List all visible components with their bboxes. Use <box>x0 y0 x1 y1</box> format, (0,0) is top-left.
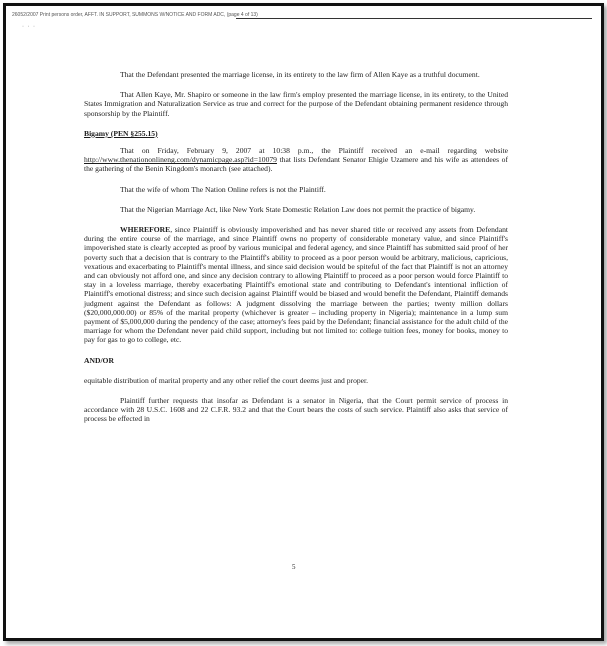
email-text-before: That on Friday, February 9, 2007 at 10:38 p.m., the Plaintiff received an e-mail regarding website <box>120 146 508 156</box>
document-body <box>84 70 508 424</box>
page-number: 5 <box>292 563 296 571</box>
paragraph-license-presented: That the Defendant presented the marriage license, in its entirety to the law firm of Allen Kaye as a truthful document. <box>120 70 480 79</box>
bigamy-heading: Bigamy (PEN §255.15) <box>84 128 158 138</box>
header-rule <box>236 18 592 19</box>
paragraph-wife: That the wife of whom The Nation Online refers is not the Plaintiff. <box>120 184 326 194</box>
paragraph-equitable: equitable distribution of marital property and any other relief the court deems just and proper. <box>84 375 369 385</box>
paragraph-allen-kaye: That Allen Kaye, Mr. Shapiro or someone in the law firm's employ presented the marriage license, in its entirety, to the United States Immigration and Naturalization Service as true and correct for the purpose of the Defendant obtaining permanent residence through sponsorship by the Plaintiff. <box>84 90 508 118</box>
wherefore-lead: WHEREFORE <box>120 225 171 235</box>
paragraph-service: Plaintiff further requests that insofar as Defendant is a senator in Nigeria, that the Court permit service of process in accordance with 28 U.S.C. 1608 and 22 C.F.R. 93.2 and that the Court bears the costs of such service. Plaintiff also asks that service of process be effected in <box>84 396 508 424</box>
paragraph-marriage-act: That the Nigerian Marriage Act, like New York State Domestic Relation Law does not permit the practice of bigamy. <box>120 204 476 214</box>
website-link[interactable]: http://www.thenationonlineng.com/dynamicpage.asp?id=10079 <box>84 155 277 165</box>
paragraph-email <box>84 146 508 174</box>
andor-heading: AND/OR <box>84 355 114 365</box>
email-text-after: that lists Defendant Senator Ehigie Uzamere and his wife as attendees of the gathering of the Benin Kingdom's monarch (see attached). <box>84 155 508 174</box>
document-page <box>3 3 604 641</box>
fax-header: 26052/2007 Print persons order, AFFT. IN SUPPORT, SUMMONS W/NOTICE AND FORM ADC, (page 4 of 13) <box>12 12 258 18</box>
scan-mark: · · · <box>22 24 36 30</box>
paragraph-wherefore <box>84 225 508 345</box>
wherefore-body: , since Plaintiff is obviously impoverished and has never shared title or received any assets from Defendant during the entire course of the marriage, and since Plaintiff owns no property of considerable monetary value, and since Plaintiff's impoverished state is clearly accepted as proof by various municipal and federal agency, and since Plaintiff has submitted said proof of her poverty such that a decision that is contrary to the Plaintiff's ability to proceed as a poor person would be arbitrary, malicious, capricious, vexatious and exacerbating to Plaintiff's mental illness, and since said decision would be spiteful of the fact that Plaintiff is not an attorney and can obviously not afford one, and since any decision contrary to allowing Plaintiff to proceed as a poor person would force Plaintiff to stay in a loveless marriage, thereby exacerbating Plaintiff's emotional state and contributing to Defendant's intentional infliction of Plaintiff's emotional distress; and since such decision against Plaintiff would be biased and would benefit the Defendant, Plaintiff demands judgment against the Defendant as follows: A judgment dissolving the marriage between the parties; twenty million dollars ($20,000,000.00) or 85% of the marital property (whichever is greater – including property in Nigeria); maintenance in a lump sum payment of $5,000,000 during the pendency of the case; attorney's fees paid by the Defendant; financial assistance for the adult child of the marriage for whom the Defendant never paid child support, including but not limited to: college tuition fees, money for books, money to pay for gas to go to college, etc. <box>84 225 508 345</box>
